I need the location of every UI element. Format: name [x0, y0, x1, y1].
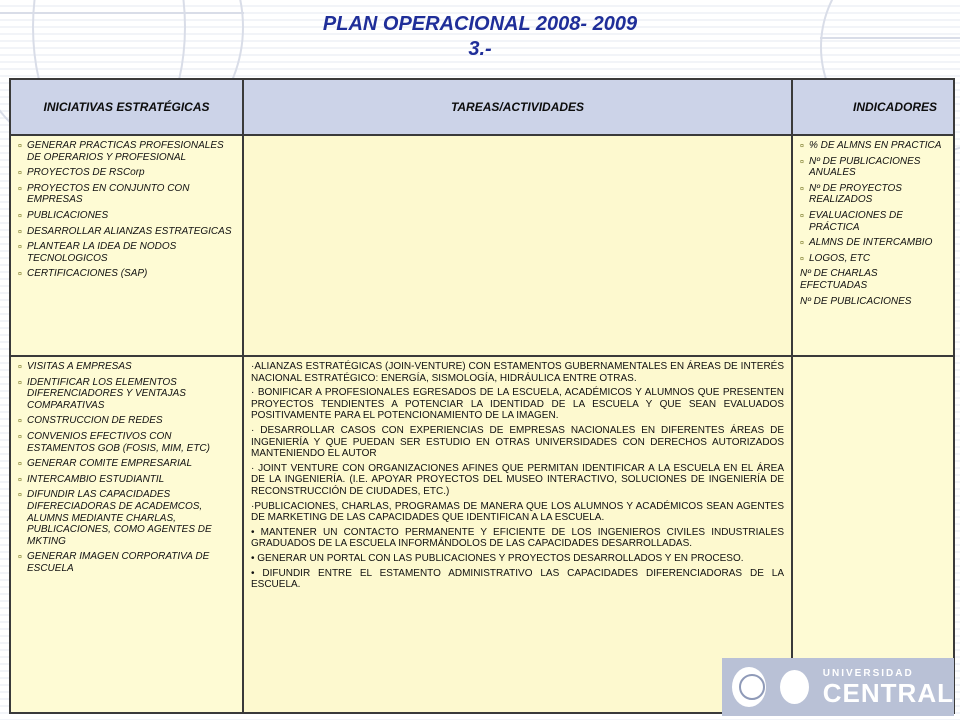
list-item-text: GENERAR IMAGEN CORPORATIVA DE ESCUELA — [27, 551, 210, 574]
list-item — [18, 183, 235, 206]
logo-top-text: UNIVERSIDAD — [822, 667, 914, 679]
table-row — [10, 135, 954, 356]
bullet-icon: ¤ — [18, 244, 22, 252]
list-item — [18, 474, 235, 486]
logo-bottom-text: CENTRAL — [822, 677, 954, 708]
list-item — [18, 377, 235, 412]
list-item-text: % DE ALMNS EN PRACTICA — [809, 140, 942, 151]
bullet-icon: ¤ — [800, 212, 804, 220]
table-header-row — [10, 79, 954, 135]
bullet-icon: ¤ — [18, 433, 22, 441]
list-item — [18, 361, 235, 373]
list-item-text: ALMNS DE INTERCAMBIO — [809, 237, 933, 249]
row1-initiatives-cell — [10, 135, 243, 356]
bullet-icon: ¤ — [18, 143, 22, 150]
list-item — [800, 253, 946, 265]
list-item — [18, 458, 235, 470]
bullet-icon: ¤ — [18, 476, 22, 484]
title-line-1: PLAN OPERACIONAL 2008- 2009 — [322, 13, 638, 35]
list-item — [800, 140, 946, 152]
task-item: · DESARROLLAR CASOS CON EXPERIENCIAS DE EMPRESAS NACIONALES EN DIFERENTES ÁREAS DE INGENIERÍA Y QUE PUEDAN SER ESTUDIO EN OTRAS UNIVERSIDADES CON DERECHOS AUTORIZADOS MANTENIENDO EL AUTOR — [251, 424, 784, 460]
header-indicators: INDICADORES — [792, 79, 954, 135]
list-item — [18, 268, 235, 280]
list-item — [18, 140, 235, 163]
bullet-icon: ¤ — [18, 492, 22, 500]
row2-initiatives-list — [18, 361, 235, 575]
task-item: • MANTENER UN CONTACTO PERMANENTE Y EFICIENTE DE LOS INGENIEROS CIVILES INDUSTRIALES GRADUADOS DE LA ESCUELA INFORMÁNDOLOS DE LAS CAPACIDADES DESARROLLADAS. — [251, 526, 784, 550]
row1-indicators-cell — [792, 135, 954, 356]
list-item-text: PUBLICACIONES — [27, 209, 109, 221]
bullet-icon: ¤ — [18, 185, 22, 193]
list-item-text: DESARROLLAR ALIANZAS ESTRATEGICAS — [27, 225, 232, 237]
list-item: Nº DE CHARLAS EFECTUADAS — [800, 268, 878, 291]
list-item-text: Nº DE PUBLICACIONES ANUALES — [809, 155, 921, 179]
slide-title — [0, 12, 960, 62]
header-initiatives: INICIATIVAS ESTRATÉGICAS — [10, 79, 243, 135]
logo-text — [823, 668, 954, 707]
task-item: · JOINT VENTURE CON ORGANIZACIONES AFINES QUE PERMITAN IDENTIFICAR A LA ESCUELA EN EL ÁREA DE LA INGENIERÍA. (I.E. APOYAR PROYECTOS DEL MUSEO INTERACTIVO, SOLUCIONES DE INGENIERÍA DE RECONSTRUCCIÓN DE CIUDADES, ETC.) — [251, 462, 784, 497]
task-item: ·PUBLICACIONES, CHARLAS, PROGRAMAS DE MANERA QUE LOS ALUMNOS Y ACADÉMICOS SEAN AGENTES DE MARKETING DE LAS CAPACIDADES QUE IDENTIFICAN A LA ESCUELA. — [251, 500, 784, 524]
bullet-icon: ¤ — [800, 158, 804, 166]
list-item-text: GENERAR PRACTICAS PROFESIONALES DE OPERARIOS Y PROFESIONAL — [27, 140, 224, 163]
list-item — [18, 431, 235, 454]
list-item-text: LOGOS, ETC — [809, 252, 871, 264]
list-item — [18, 167, 235, 179]
task-item: ·ALIANZAS ESTRATÉGICAS (JOIN-VENTURE) CON ESTAMENTOS GUBERNAMENTALES EN ÁREAS DE INTERÉS NACIONAL ESTRATÉGICO: ENERGÍA, SISMOLOGÍA, HIDRÁULICA ENTRE OTRAS. — [251, 361, 784, 384]
list-item — [18, 241, 235, 264]
row1-indicators-list — [800, 140, 946, 307]
list-item — [18, 489, 235, 547]
list-item-text: DIFUNDIR LAS CAPACIDADES DIFERECIADORAS DE ACADEMCOS, ALUMNS MEDIANTE CHARLAS, PUBLICACIONES, COMO AGENTES DE MKTING — [27, 489, 212, 547]
list-item-text: CONVENIOS EFECTIVOS CON ESTAMENTOS GOB (FOSIS, MIM, ETC) — [27, 430, 210, 454]
task-item: · BONIFICAR A PROFESIONALES EGRESADOS DE LA ESCUELA, ACADÉMICOS Y ALUMNOS QUE PRESENTEN PROYECTOS TENDIENTES A POTENCIAR LA IDENTIDAD DE LA ESCUELA Y QUE SEAN EVALUADOS POSITIVAMENTE PARA EL POTENCIONAMIENTO DE LA IMAGEN. — [251, 387, 784, 422]
list-item — [800, 237, 946, 249]
list-item-text: VISITAS A EMPRESAS — [27, 361, 132, 372]
list-item — [800, 210, 946, 233]
bullet-icon: ¤ — [18, 379, 22, 387]
list-item — [18, 415, 235, 427]
list-item-text: PROYECTOS EN CONJUNTO CON EMPRESAS — [27, 182, 190, 206]
logo-globe-icon — [732, 667, 766, 707]
list-item-text: INTERCAMBIO ESTUDIANTIL — [27, 473, 165, 485]
list-item-text: CERTIFICACIONES (SAP) — [27, 268, 148, 280]
bullet-icon: ¤ — [800, 143, 804, 150]
bullet-icon: ¤ — [18, 170, 22, 178]
bullet-icon: ¤ — [18, 418, 22, 426]
list-item-text: PROYECTOS DE RSCorp — [27, 167, 145, 179]
bullet-icon: ¤ — [18, 364, 22, 371]
list-item-text: GENERAR COMITE EMPRESARIAL — [27, 458, 193, 470]
row1-tasks-cell — [243, 135, 792, 356]
list-item — [800, 156, 946, 179]
bullet-icon: ¤ — [18, 461, 22, 469]
bullet-icon: ¤ — [800, 240, 804, 248]
list-item — [18, 226, 235, 238]
row2-initiatives-cell — [10, 356, 243, 713]
bullet-icon: ¤ — [18, 228, 22, 236]
bullet-icon: ¤ — [18, 212, 22, 220]
list-item-text: CONSTRUCCION DE REDES — [27, 415, 163, 427]
bullet-icon: ¤ — [800, 255, 804, 263]
row1-initiatives-list — [18, 140, 235, 280]
list-item-text: PLANTEAR LA IDEA DE NODOS TECNOLOGICOS — [27, 241, 177, 264]
list-item — [800, 183, 946, 206]
bullet-icon: ¤ — [800, 185, 804, 193]
list-item-text: Nº DE PROYECTOS REALIZADOS — [809, 182, 902, 206]
list-item: Nº DE PUBLICACIONES — [800, 295, 912, 307]
list-item — [18, 551, 235, 574]
operational-plan-table — [9, 78, 955, 714]
logo-circle-icon — [780, 670, 809, 704]
list-item-text: IDENTIFICAR LOS ELEMENTOS DIFERENCIADORES Y VENTAJAS COMPARATIVAS — [27, 376, 186, 411]
row2-tasks-cell — [243, 356, 792, 713]
bullet-icon: ¤ — [18, 271, 22, 279]
title-line-2: 3.- — [468, 38, 492, 60]
task-item: • DIFUNDIR ENTRE EL ESTAMENTO ADMINISTRATIVO LAS CAPACIDADES DIFERENCIADORAS DE LA ESCUELA. — [251, 567, 784, 591]
list-item-text: EVALUACIONES DE PRÁCTICA — [809, 209, 903, 233]
list-item — [18, 210, 235, 222]
bullet-icon: ¤ — [18, 554, 22, 562]
university-logo — [722, 658, 954, 716]
task-item: • GENERAR UN PORTAL CON LAS PUBLICACIONES Y PROYECTOS DESARROLLADOS Y EN PROCESO. — [251, 552, 744, 564]
header-tasks: TAREAS/ACTIVIDADES — [243, 79, 792, 135]
